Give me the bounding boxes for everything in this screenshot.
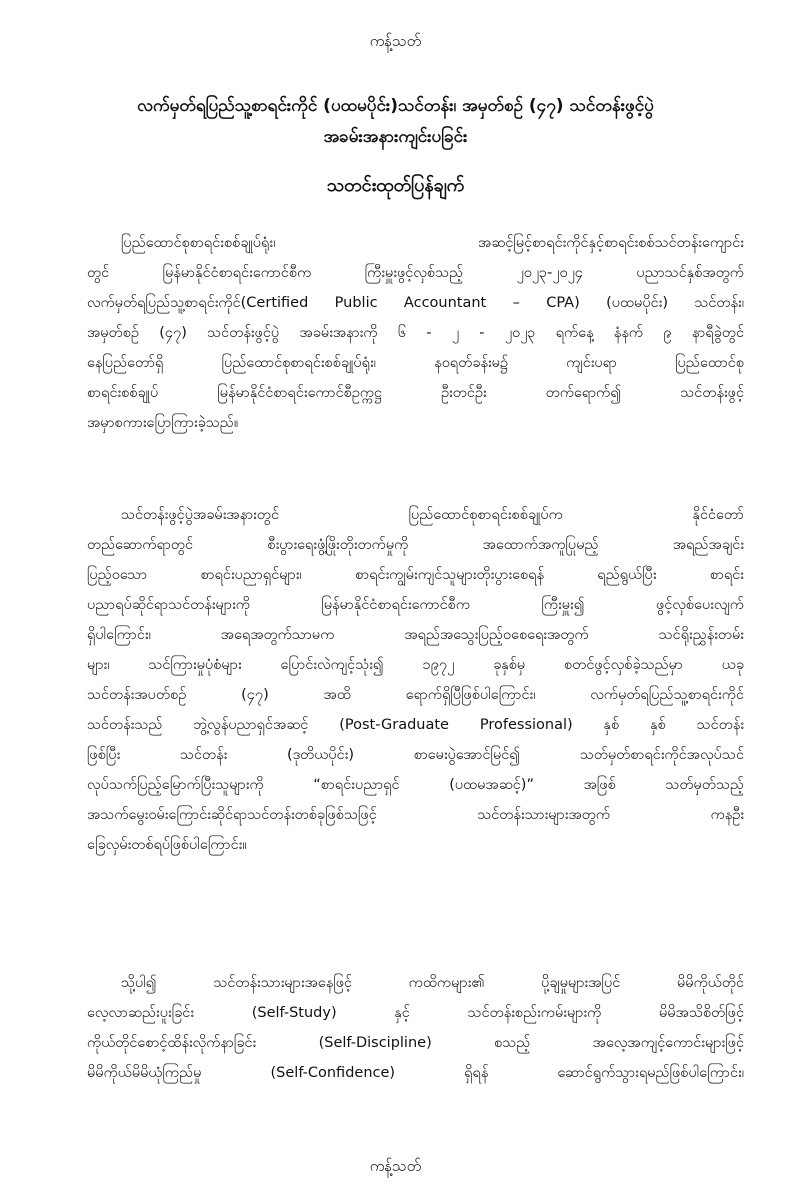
paragraph-line: ဖြစ်ပြီး သင်တန်း (ဒုတိယပိုင်း) စာမေးပွဲအောင်မြင်၍ သတ်မှတ်စာရင်းကိုင်အလုပ်သင် [87, 747, 744, 763]
paragraph-line: တွင် မြန်မာနိုင်ငံစာရင်းကောင်စီက ကြီးမှူးဖွင့်လှစ်သည့် ၂၀၂၃-၂၀၂၄ ပညာသင်နှစ်အတွက် [87, 265, 744, 281]
paragraph-opening [87, 228, 744, 438]
paragraph-line: ရှိပါကြောင်း၊ အရေအတွက်သာမက အရည်အသွေးပြည့်ဝစေရေးအတွက် သင်ရိုးညွှန်းတမ်း [87, 627, 744, 643]
restricted-footer-mark: ကန့်သတ် [369, 1157, 422, 1175]
paragraph-line: ခြေလှမ်းတစ်ရပ်ဖြစ်ပါကြောင်း။ [87, 837, 247, 853]
paragraph-line: အသက်မွေးဝမ်းကြောင်းဆိုင်ရာသင်တန်းတစ်ခုဖြစ်သဖြင့် သင်တန်းသားများအတွက် ကနဦး [87, 807, 744, 823]
paragraph-line: လက်မှတ်ရပြည်သူ့စာရင်းကိုင်(Certified Public Accountant – CPA) (ပထမပိုင်း) သင်တန်း၊ [87, 295, 744, 311]
headline-line-2: အခမ်းအနားကျင်းပခြင်း [323, 127, 468, 147]
paragraph-line: လေ့လာဆည်းပူးခြင်း (Self-Study) နှင့် သင်တန်းစည်းကမ်းများကို မိမိအသိစိတ်ဖြင့် [87, 1005, 744, 1021]
paragraph-line: ပြည့်ဝသော စာရင်းပညာရှင်များ၊ စာရင်းကျွမ်းကျင်သူများတိုးပွားစေရန် ရည်ရွယ်ပြီး စာရင်း [87, 567, 744, 583]
paragraph-student-advice [87, 968, 744, 1088]
paragraph-line: နေပြည်တော်ရှိ ပြည်ထောင်စုစာရင်းစစ်ချုပ်ရုံး၊ နဝရတ်ခန်းမ၌ ကျင်းပရာ ပြည်ထောင်စု [87, 355, 744, 371]
restricted-header-mark: ကန့်သတ် [369, 32, 422, 50]
paragraph-line: ပညာရပ်ဆိုင်ရာသင်တန်းများကို မြန်မာနိုင်ငံစာရင်းကောင်စီက ကြီးမှူး၍ ဖွင့်လှစ်ပေးလျက် [87, 597, 744, 613]
paragraph-line: လုပ်သက်ပြည့်မြောက်ပြီးသူများကို “စာရင်းပညာရှင် (ပထမအဆင့်)” အဖြစ် သတ်မှတ်သည့် [87, 777, 744, 793]
paragraph-speech-summary [87, 500, 744, 860]
paragraph-line: ပြည်ထောင်စုစာရင်းစစ်ချုပ်ရုံး၊ အဆင့်မြင့်စာရင်းကိုင်နှင့်စာရင်းစစ်သင်တန်းကျောင်း [121, 235, 744, 251]
paragraph-line: အမှတ်စဉ် (၄၇) သင်တန်းဖွင့်ပွဲ အခမ်းအနားကို ၆ - ၂ - ၂၀၂၃ ရက်နေ့ နံနက် ၉ နာရီခွဲတွင် [87, 325, 744, 341]
headline-line-1: လက်မှတ်ရပြည်သူ့စာရင်းကိုင် (ပထမပိုင်း)သင်တန်း၊ အမှတ်စဉ် (၄၇) သင်တန်းဖွင့်ပွဲ [137, 96, 654, 116]
paragraph-line: အမှာစကားပြောကြားခဲ့သည်။ [87, 415, 239, 431]
paragraph-line: သင်တန်းသည် ဘွဲ့လွန်ပညာရှင်အဆင့် (Post-Graduate Professional) နှစ် နှစ် သင်တန်း [87, 717, 744, 733]
paragraph-line: တည်ဆောက်ရာတွင် စီးပွားရေးဖွံ့ဖြိုးတိုးတက်မှုကို အထောက်အကူပြုမည့် အရည်အချင်း [87, 537, 744, 553]
paragraph-line: မိမိကိုယ်မိမိယုံကြည်မှု (Self-Confidence) ရှိရန် ဆောင်ရွက်သွားရမည်ဖြစ်ပါကြောင်း၊ [87, 1065, 744, 1081]
paragraph-line: များ၊ သင်ကြားမှုပုံစံများ ပြောင်းလဲကျင့်သုံး၍ ၁၉၇၂ ခုနှစ်မှ စတင်ဖွင့်လှစ်ခဲ့သည်မှာ ယခု [87, 657, 744, 673]
paragraph-line: သင်တန်းဖွင့်ပွဲအခမ်းအနားတွင် ပြည်ထောင်စုစာရင်းစစ်ချုပ်က နိုင်ငံတော် [121, 507, 744, 523]
paragraph-line: သင်တန်းအပတ်စဉ် (၄၇) အထိ ရောက်ရှိပြီဖြစ်ပါကြောင်း၊ လက်မှတ်ရပြည်သူ့စာရင်းကိုင် [87, 687, 744, 703]
press-release-heading: သတင်းထုတ်ပြန်ချက် [326, 175, 465, 196]
paragraph-line: ကိုယ်တိုင်စောင့်ထိန်းလိုက်နာခြင်း (Self-Discipline) စသည့် အလေ့အကျင့်ကောင်းများဖြင့် [87, 1035, 744, 1051]
paragraph-line: သို့ပါ၍ သင်တန်းသားများအနေဖြင့် ကထိကများ၏ ပို့ချမှုများအပြင် မိမိကိုယ်တိုင် [121, 975, 744, 991]
paragraph-line: စာရင်းစစ်ချုပ် မြန်မာနိုင်ငံစာရင်းကောင်စီဥက္ကဋ္ဌ ဦးတင်ဦး တက်ရောက်၍ သင်တန်းဖွင့် [87, 385, 744, 401]
